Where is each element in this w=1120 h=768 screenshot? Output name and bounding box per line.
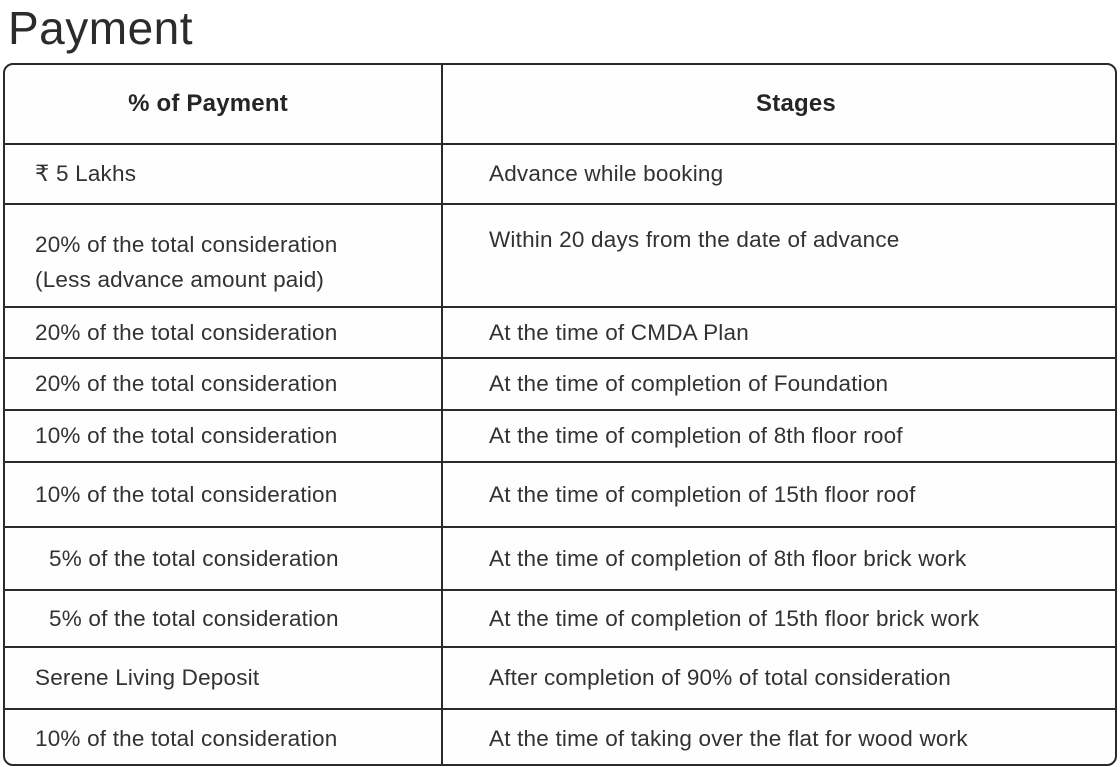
payment-cell: 20% of the total consideration: [5, 358, 442, 410]
table-body: [5, 144, 1115, 766]
payment-note: (Less advance amount paid): [35, 267, 325, 292]
table-row: [5, 307, 1115, 358]
payment-table-frame: [3, 63, 1117, 766]
table-row: [5, 358, 1115, 410]
payment-cell: 10% of the total consideration: [5, 709, 442, 766]
stage-cell: Within 20 days from the date of advance: [442, 204, 1115, 307]
table-row: [5, 527, 1115, 590]
table-row: [5, 410, 1115, 462]
stage-cell: Advance while booking: [442, 144, 1115, 204]
stage-cell: At the time of completion of 8th floor roof: [442, 410, 1115, 462]
table-row: [5, 709, 1115, 766]
table-row: [5, 462, 1115, 527]
stage-cell: At the time of completion of Foundation: [442, 358, 1115, 410]
payment-cell: 20% of the total consideration: [5, 307, 442, 358]
header-row: [5, 65, 1115, 144]
table-row: [5, 647, 1115, 709]
payment-cell: [5, 204, 442, 307]
payment-cell: 10% of the total consideration: [5, 462, 442, 527]
table-row: [5, 144, 1115, 204]
stage-cell: At the time of taking over the flat for wood work: [442, 709, 1115, 766]
header-stages: Stages: [756, 90, 836, 117]
payment-cell: 5% of the total consideration: [5, 527, 442, 590]
payment-cell: 5% of the total consideration: [5, 590, 442, 647]
payment-schedule-table: [5, 65, 1115, 766]
table-row: [5, 204, 1115, 307]
stage-cell: At the time of completion of 15th floor roof: [442, 462, 1115, 527]
stage-cell: After completion of 90% of total consideration: [442, 647, 1115, 709]
header-percent-of-payment: % of Payment: [5, 65, 442, 144]
stage-cell: At the time of completion of 8th floor brick work: [442, 527, 1115, 590]
table-header: [5, 65, 1115, 144]
payment-cell: Serene Living Deposit: [5, 647, 442, 709]
stage-cell: At the time of CMDA Plan: [442, 307, 1115, 358]
page-title: Payment: [8, 2, 194, 54]
payment-cell: 10% of the total consideration: [5, 410, 442, 462]
payment-text: 20% of the total consideration: [35, 232, 338, 257]
stage-cell: At the time of completion of 15th floor brick work: [442, 590, 1115, 647]
payment-cell: ₹ 5 Lakhs: [5, 144, 442, 204]
table-row: [5, 590, 1115, 647]
